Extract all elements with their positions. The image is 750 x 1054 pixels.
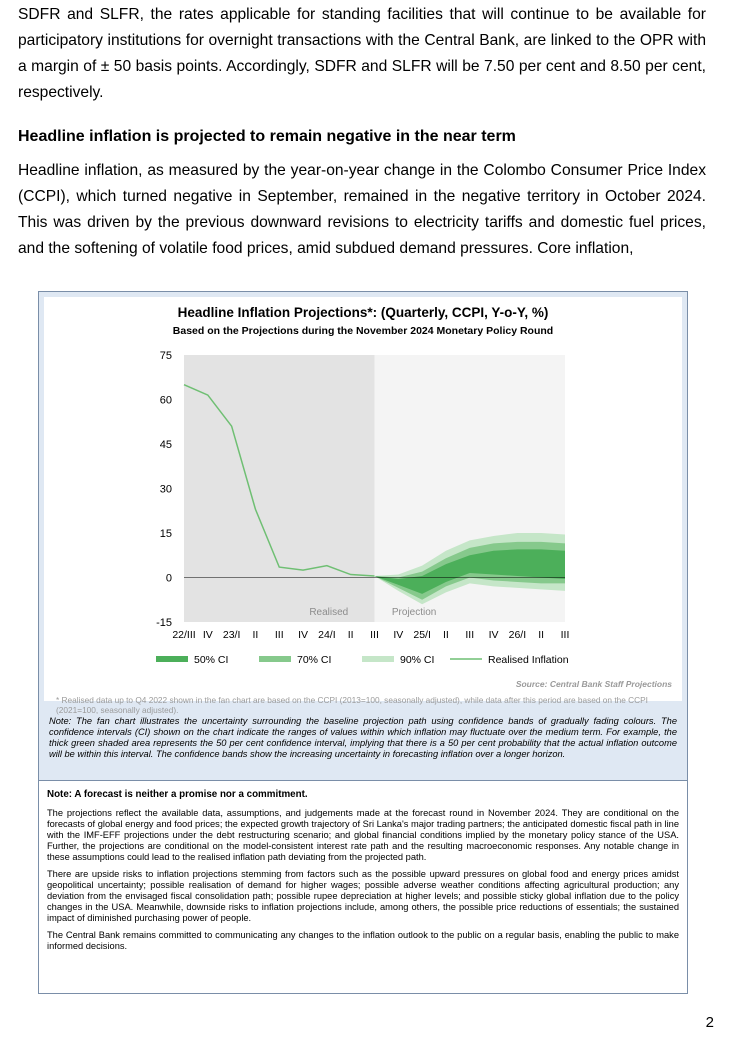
x-tick-label: II: [252, 629, 259, 641]
chart-source: Source: Central Bank Staff Projections: [515, 679, 672, 689]
x-tick-label: 22/III: [172, 629, 196, 641]
chart-panel: [44, 297, 682, 715]
x-tick-label: III: [274, 629, 284, 641]
legend-label: 70% CI: [297, 654, 332, 666]
x-tick-label: IV: [393, 629, 404, 641]
projection-region-label: Projection: [391, 607, 437, 618]
y-tick-label: 60: [159, 394, 172, 407]
x-tick-label: II: [347, 629, 354, 641]
x-tick-label: II: [538, 629, 545, 641]
x-tick-label: III: [560, 629, 570, 641]
x-tick-label: III: [465, 629, 475, 641]
legend-item-1: [259, 654, 331, 666]
y-tick-label: 75: [159, 350, 172, 362]
forecast-note-box: [38, 781, 688, 994]
note-title: Note: A forecast is neither a promise nor a commitment.: [47, 789, 308, 800]
x-tick-label: 23/I: [222, 629, 241, 641]
y-tick-label: 15: [159, 528, 172, 540]
note-paragraph-assumptions: The projections reflect the available data, assumptions, and judgements made at the forecast round in November 2024. They are conditional on the forecasts of global energy and food prices; the expected growth trajectory of Sri Lanka's major trading partners; the anticipated domestic fiscal path in line with the IMF-EFF projections under the debt restructuring scenario; and global financial conditions implied by the monetary policy stance of the USA. Further, the projections are conditional on the model-consistent interest rate path and the resulting macroeconomic responses. Any notable change in these assumptions could lead to the realised inflation path deviating from the projected path.: [47, 808, 679, 862]
realised-region-label: Realised: [309, 607, 349, 618]
chart-title: Headline Inflation Projections*: (Quarterly, CCPI, Y-o-Y, %): [177, 305, 549, 320]
x-tick-label: 24/I: [318, 629, 336, 641]
figure-box: [38, 291, 688, 781]
y-tick-label: 45: [159, 439, 172, 451]
legend-item-3: [450, 654, 569, 666]
y-tick-label: 0: [165, 572, 172, 585]
x-tick-label: III: [370, 629, 379, 641]
chart-subtitle: Based on the Projections during the November 2024 Monetary Policy Round: [172, 325, 554, 337]
page-number: 2: [705, 1014, 714, 1031]
x-tick-label: 25/I: [413, 629, 431, 641]
legend-label: 90% CI: [400, 654, 435, 666]
realised-region-bg: [184, 355, 375, 622]
paragraph-standing-facilities: SDFR and SLFR, the rates applicable for standing facilities that will continue to be available for participatory institutions for overnight transactions with the Central Bank, are linked to the OPR with a margin of ± 50 basis points. Accordingly, SDFR and SLFR will be 7.50 per cent and 8.50 per cent, respectively.: [18, 6, 706, 101]
fan-chart-note: Note: The fan chart illustrates the uncertainty surrounding the baseline projection path using confidence bands of gradually fading colours. The confidence intervals (CI) shown on the chart indicate the ranges of values within which inflation may fluctuate over the medium term. For example, the thick green shaded area represents the 50 per cent confidence interval, implying that there is a 50 per cent probability that the actual inflation outcome will be within this interval. The confidence bands show the increasing uncertainty in forecasting inflation over a longer horizon.: [49, 716, 677, 759]
x-tick-label: II: [443, 629, 449, 641]
x-tick-label: IV: [298, 629, 309, 641]
legend-swatch: [259, 656, 291, 662]
x-tick-label: IV: [202, 629, 213, 641]
x-tick-label: 26/I: [508, 629, 527, 641]
legend-label: Realised Inflation: [488, 654, 569, 666]
legend-item-2: [362, 654, 434, 666]
y-tick-label: -15: [156, 617, 172, 629]
fan-chart: [44, 297, 682, 701]
y-tick-label: 30: [159, 483, 172, 496]
paragraph-headline-inflation: Headline inflation, as measured by the year-on-year change in the Colombo Consumer Price Index (CCPI), which turned negative in September, remained in the negative territory in October 2024. This was driven by the previous downward revisions to electricity tariffs and domestic fuel prices, and the softening of volatile food prices, amid subdued demand pressures. Core inflation,: [18, 162, 706, 257]
legend-swatch: [362, 656, 394, 662]
legend-swatch: [156, 656, 188, 662]
chart-footnote: * Realised data up to Q4 2022 shown in the fan chart are based on the CCPI (2013=100, seasonally adjusted), while data after this period are based on the CCPI (2021=100, seasonally adjusted).: [56, 695, 648, 715]
legend-item-0: [156, 654, 228, 666]
legend-label: 50% CI: [194, 654, 229, 666]
note-paragraph-communication: The Central Bank remains committed to communicating any changes to the inflation outlook to the public on a regular basis, enabling the public to make informed decisions.: [47, 930, 679, 951]
x-tick-label: IV: [488, 629, 499, 641]
note-paragraph-risks: There are upside risks to inflation projections stemming from factors such as the possible upward pressures on global food and energy prices amidst geopolitical uncertainty; possible realisation of demand for higher wages; possible adverse weather conditions affecting agricultural production; any deviation from the envisaged fiscal consolidation path; possible rupee depreciation at higher levels; and possible sticky global inflation due to the policy changes in the USA. Meanwhile, downside risks to inflation projections include, among others, the possible price reductions of essentials; the sustained impact of diminished purchasing power of people.: [47, 869, 679, 923]
section-heading: Headline inflation is projected to remain negative in the near term: [18, 128, 516, 145]
